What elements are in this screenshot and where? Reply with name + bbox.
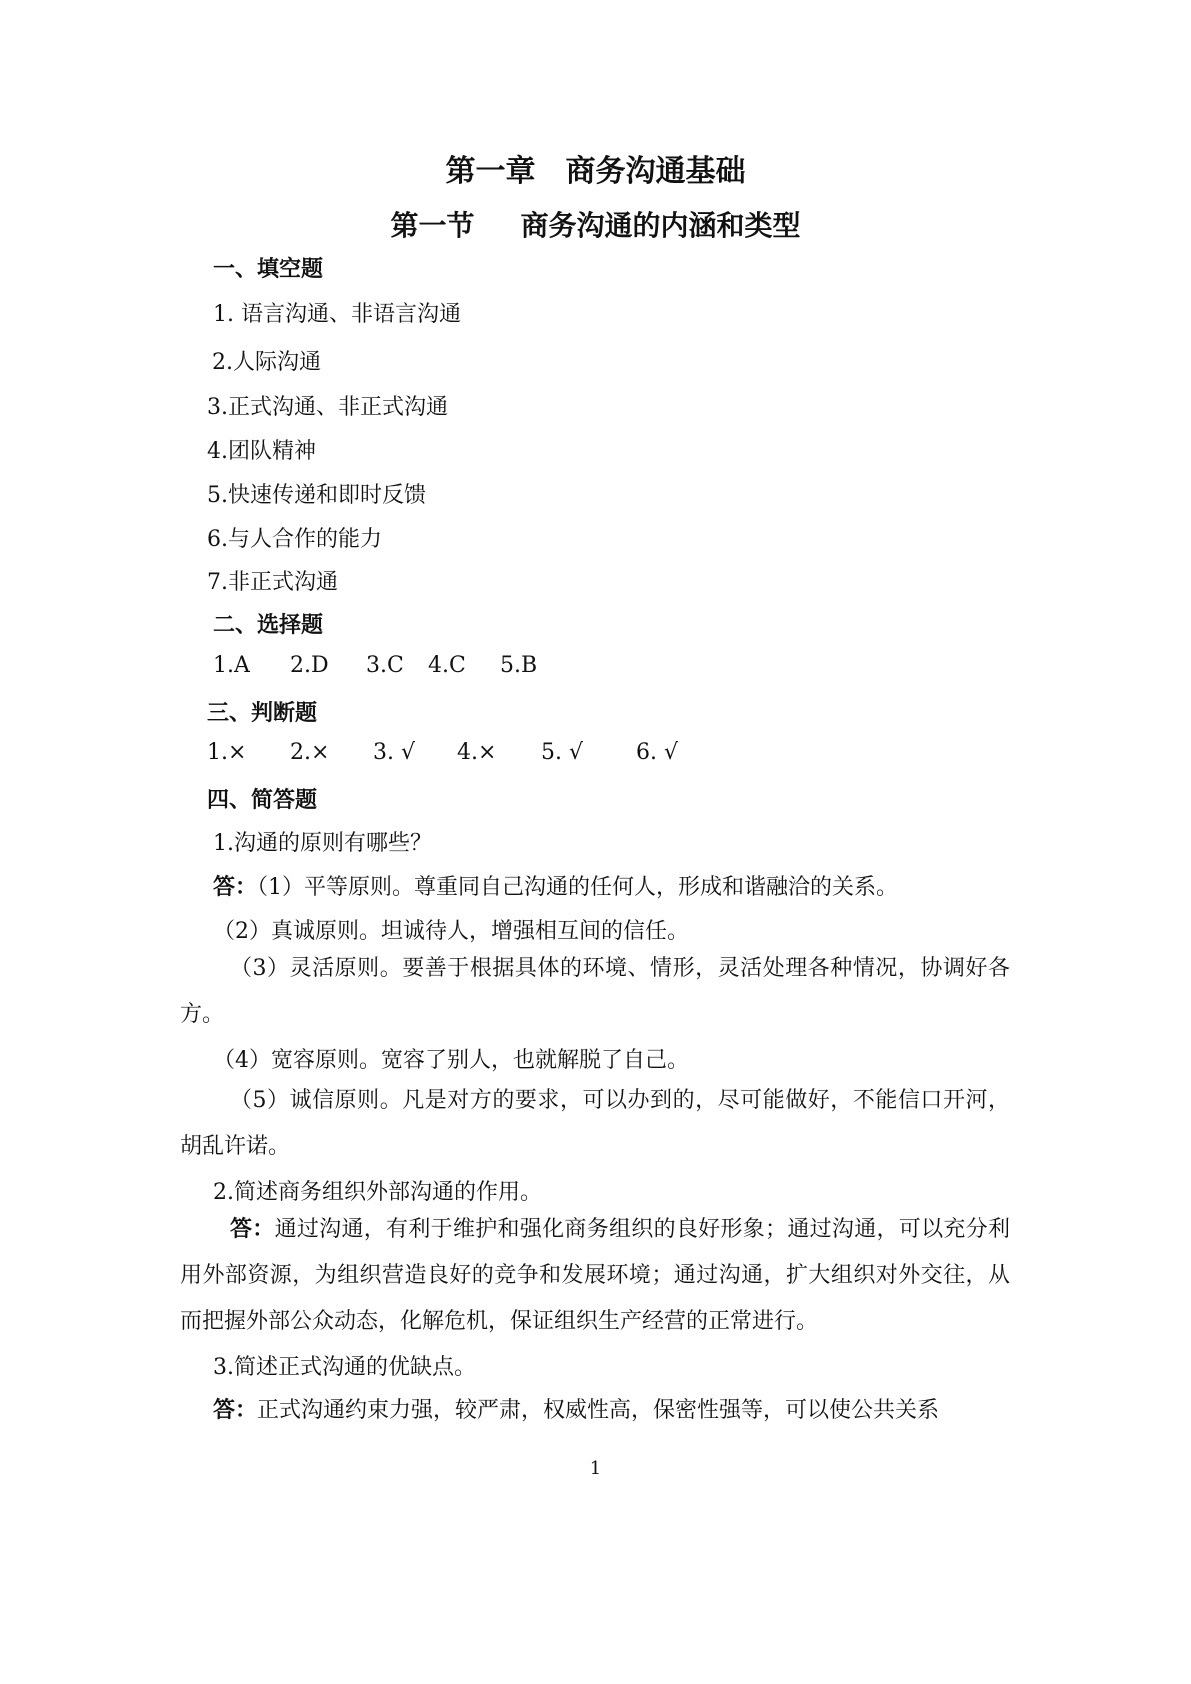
answer-1-item: （2）真诚原则。坦诚待人，增强相互间的信任。	[213, 919, 689, 944]
section-name: 商务沟通的内涵和类型	[520, 209, 801, 242]
choice-answer: 5.B	[500, 653, 538, 678]
judge-answer: 2.×	[290, 740, 330, 765]
chapter-title: 第一章 商务沟通基础	[445, 154, 746, 189]
judge-answer: 1.×	[207, 740, 247, 765]
answer-text: 正式沟通约束力强，较严肃，权威性高，保密性强等，可以使公共关系	[257, 1398, 940, 1423]
page-number: 1	[589, 1458, 602, 1479]
answer-1-line	[213, 870, 898, 901]
fill-item: 1. 语言沟通、非语言沟通	[213, 302, 461, 327]
choice-answer: 4.C	[428, 653, 466, 678]
fill-item: 4.团队精神	[207, 439, 316, 464]
question-2: 2.简述商务组织外部沟通的作用。	[213, 1180, 542, 1205]
answer-label: 答：	[213, 1398, 258, 1423]
question-3: 3.简述正式沟通的优缺点。	[213, 1355, 476, 1380]
section-number: 第一节	[390, 209, 475, 242]
judge-answer: 6. √	[636, 740, 679, 765]
fill-item: 6.与人合作的能力	[207, 527, 382, 552]
fill-item: 2.人际沟通	[212, 350, 321, 375]
fill-item: 3.正式沟通、非正式沟通	[207, 395, 448, 420]
answer-3-line	[213, 1393, 939, 1424]
judge-answer: 5. √	[541, 740, 584, 765]
answer-2	[180, 1207, 1010, 1345]
choice-answer: 3.C	[366, 653, 404, 678]
answer-1-item: （5）诚信原则。凡是对方的要求，可以办到的，尽可能做好，不能信口开河，胡乱许诺。	[180, 1088, 1010, 1159]
judge-answer: 4.×	[457, 740, 497, 765]
section-title	[0, 204, 1191, 244]
answer-text: （1）平等原则。尊重同自己沟通的任何人，形成和谐融洽的关系。	[257, 875, 899, 900]
answer-label: 答：	[213, 875, 258, 900]
answer-1-item: （3）灵活原则。要善于根据具体的环境、情形，灵活处理各种情况，协调好各方。	[180, 956, 1010, 1027]
short-heading: 四、简答题	[207, 788, 318, 813]
fill-item: 7.非正式沟通	[207, 570, 338, 595]
answer-label: 答：	[230, 1217, 275, 1242]
fill-item: 5.快速传递和即时反馈	[207, 483, 426, 508]
judge-heading: 三、判断题	[207, 701, 318, 726]
answer-text: 通过沟通，有利于维护和强化商务组织的良好形象；通过沟通，可以充分利用外部资源，为组织营造良好的竞争和发展环境；通过沟通，扩大组织对外交往，从而把握外部公众动态，化解危机，保证组织生产经营的正常进行。	[180, 1217, 1010, 1334]
question-1: 1.沟通的原则有哪些？	[213, 831, 432, 856]
choice-answer: 1.A	[213, 653, 250, 678]
fill-heading: 一、填空题	[213, 257, 324, 282]
choice-heading: 二、选择题	[213, 613, 324, 638]
choice-answer: 2.D	[290, 653, 329, 678]
answer-1-item: （4）宽容原则。宽容了别人，也就解脱了自己。	[213, 1048, 689, 1073]
judge-answer: 3. √	[373, 740, 416, 765]
